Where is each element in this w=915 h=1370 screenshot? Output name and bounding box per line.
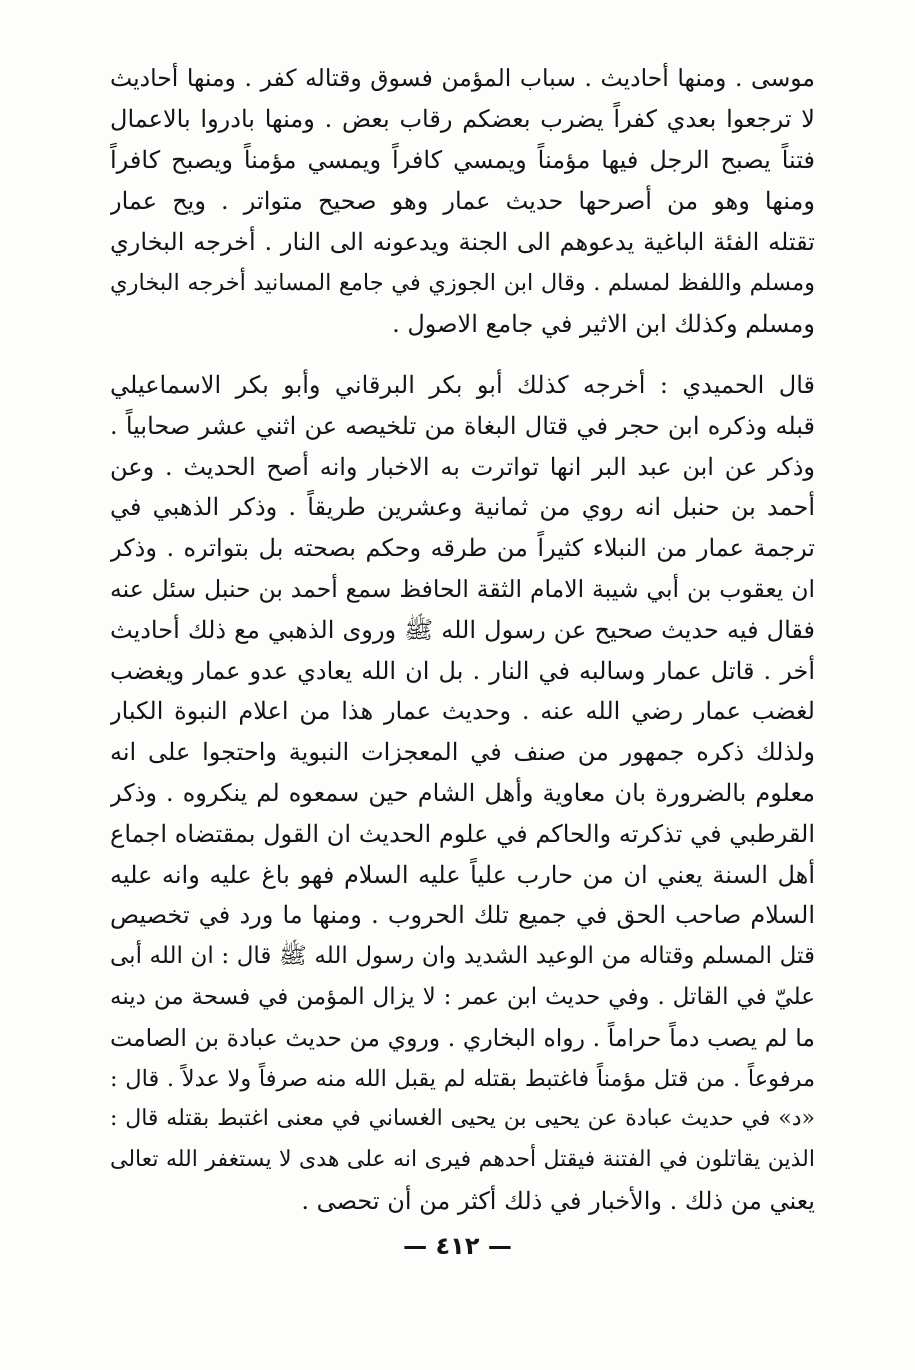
text-line: ولذلك ذكره جمهور من صنف في المعجزات النبوية واحتجوا على انه [110,738,815,767]
text-line: «د» في حديث عبادة عن يحيى بن يحيى الغساني في معنى اغتبط بقتله قال : [110,1106,815,1132]
text-line: تقتله الفئة الباغية يدعوهم الى الجنة ويدعونه الى النار . أخرجه البخاري [110,228,815,256]
text-line: وذكر عن ابن عبد البر انها تواترت به الاخبار وانه أصح الحديث . وعن [110,452,815,481]
text-line: لا ترجعوا بعدي كفراً يضرب بعضكم رقاب بعض . ومنها بادروا بالاعمال [110,105,815,133]
text-line: أهل السنة يعني ان من حارب علياً عليه السلام فهو باغ عليه وانه عليه [110,860,815,889]
text-line: قال الحميدي : أخرجه كذلك أبو بكر البرقاني وأبو بكر الاسماعيلي [110,371,815,399]
text-line: يعني من ذلك . والأخبار في ذلك أكثر من أن تحصى . [301,1186,815,1215]
text-line: أحمد بن حنبل انه روي من ثمانية وعشرين طريقاً . وذكر الذهبي في [110,493,815,522]
text-line: قتل المسلم وقتاله من الوعيد الشديد وان رسول الله ﷺ قال : ان الله أبى [110,943,815,970]
text-line: السلام صاحب الحق في جميع تلك الحروب . ومنها ما ورد في تخصيص [110,901,815,930]
text-line: ومسلم وكذلك ابن الاثير في جامع الاصول . [392,310,815,338]
text-line: ان يعقوب بن أبي شيبة الامام الثقة الحافظ سمع أحمد بن حنبل سئل عنه [110,574,815,603]
text-line: الذين يقاتلون في الفتنة فيقتل أحدهم فيرى انه على هدى لا يستغفر الله تعالى [110,1147,815,1173]
text-line: مرفوعاً . من قتل مؤمناً فاغتبط بقتله لم يقبل الله منه صرفاً ولا عدلاً . قال : [110,1065,815,1092]
text-line: أخر . قاتل عمار وسالبه في النار . بل ان الله يعادي عدو عمار ويغضب [110,656,815,685]
text-line: قبله وذكره ابن حجر في قتال البغاة من تلخيصه عن اثني عشر صحابياً . [110,411,815,440]
text-line: موسى . ومنها أحاديث . سباب المؤمن فسوق وقتاله كفر . ومنها أحاديث [110,64,815,92]
paragraph-2 [110,365,815,1222]
paragraph-1 [110,58,815,345]
text-line: فقال فيه حديث صحيح عن رسول الله ﷺ وروى الذهبي مع ذلك أحاديث [110,615,815,644]
text-line: فتناً يصبح الرجل فيها مؤمناً ويمسي كافراً ويمسي مؤمناً ويصبح كافراً [110,146,815,174]
text-line: ما لم يصب دماً حراماً . رواه البخاري . وروي من حديث عبادة بن الصامت [110,1023,815,1052]
text-line: ومنها وهو من أصرحها حديث عمار وهو صحيح متواتر . ويح عمار [110,187,815,215]
text-line: معلوم بالضرورة بان معاوية وأهل الشام حين سمعوه لم ينكروه . وذكر [110,778,815,807]
page-number: — ٤١٢ — [403,1232,512,1260]
text-line: ترجمة عمار من النبلاء كثيراً من طرقه وحكم بصحته بل بتواتره . وذكر [110,534,815,563]
text-line: عليّ في القاتل . وفي حديث ابن عمر : لا يزال المؤمن في فسحة من دينه [110,983,815,1010]
text-line: ومسلم واللفظ لمسلم . وقال ابن الجوزي في جامع المسانيد أخرجه البخاري [110,270,815,296]
text-line: القرطبي في تذكرته والحاكم في علوم الحديث ان القول بمقتضاه اجماع [110,819,815,848]
text-line: لغضب عمار رضي الله عنه . وحديث عمار هذا من اعلام النبوة الكبار [110,697,815,726]
